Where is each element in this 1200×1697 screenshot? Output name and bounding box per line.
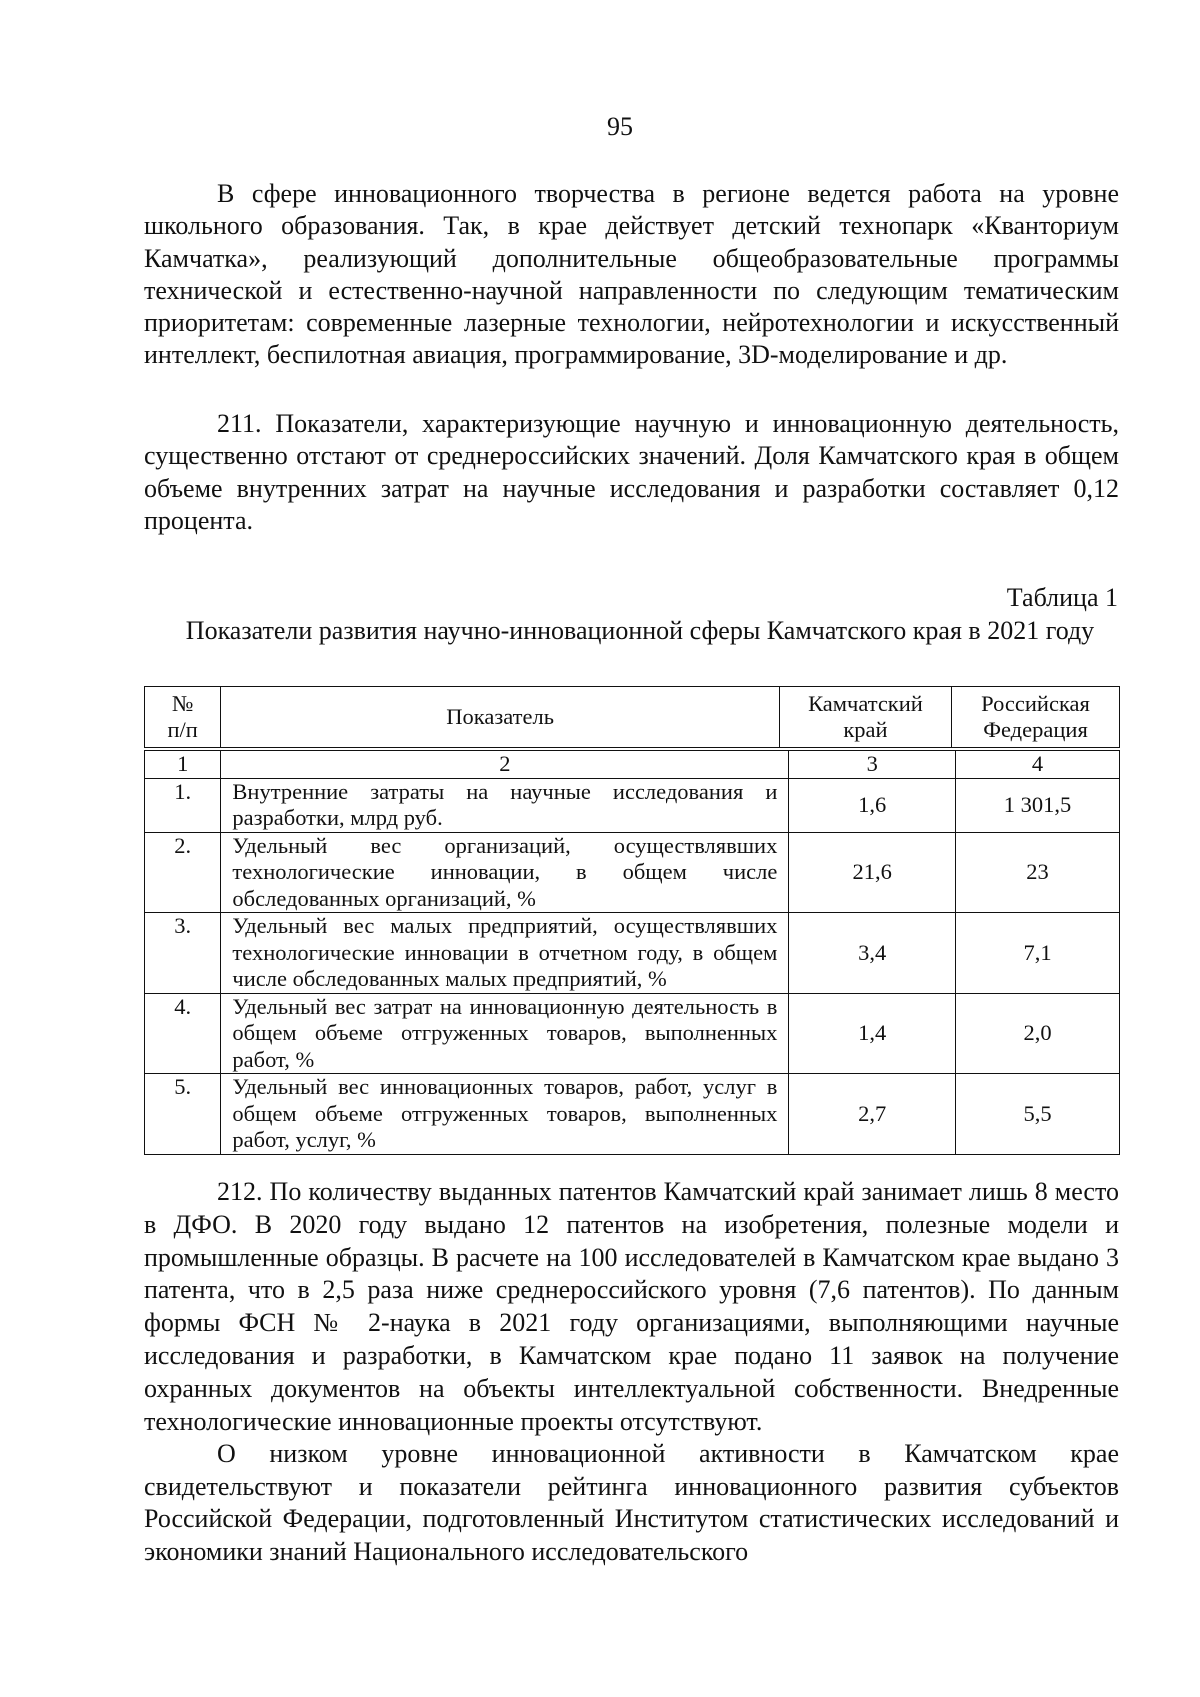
header-russia: Российская Федерация: [952, 687, 1120, 748]
row-kamchatka-value: 2,7: [789, 1074, 956, 1155]
table-row: [145, 832, 1120, 913]
column-number: 4: [956, 751, 1120, 779]
row-russia-value: 5,5: [956, 1074, 1120, 1155]
row-kamchatka-value: 1,6: [789, 778, 956, 832]
row-indicator: Удельный вес организаций, осуществлявших технологические инновации, в общем числе обследованных организаций, %: [221, 832, 789, 913]
column-number: 3: [789, 751, 956, 779]
header-kamchatka: Камчатский край: [779, 687, 951, 748]
row-kamchatka-value: 3,4: [789, 913, 956, 994]
row-number: 4.: [145, 993, 221, 1074]
header-indicator: Показатель: [221, 687, 780, 748]
table-row: [145, 913, 1120, 994]
table-row: [145, 778, 1120, 832]
row-russia-value: 23: [956, 832, 1120, 913]
row-number: 2.: [145, 832, 221, 913]
row-russia-value: 2,0: [956, 993, 1120, 1074]
paragraph-212: 212. По количеству выданных патентов Камчатский край занимает лишь 8 место в ДФО. В 2020 году выдано 12 патентов на изобретения, полезные модели и промышленные образцы. В расчете на 100 исследователей в Камчатском крае выдано 3 патента, что в 2,5 раза ниже среднероссийского уровня (7,6 патентов). По данным формы ФСН № 2-наука в 2021 году организациями, выполняющими научные исследования и разработки, в Камчатском крае подано 11 заявок на получение охранных документов на объекты интеллектуальной собственности. Внедренные технологические инновационные проекты отсутствуют.: [144, 1177, 1119, 1436]
row-number: 1.: [145, 778, 221, 832]
row-indicator: Удельный вес затрат на инновационную деятельность в общем объеме отгруженных товаров, выполненных работ, %: [221, 993, 789, 1074]
table-header: [144, 686, 1120, 748]
table-row: [145, 1074, 1120, 1155]
table-body: [144, 750, 1120, 1155]
paragraph-innovation-rating: О низком уровне инновационной активности в Камчатском крае свидетельствуют и показатели рейтинга инновационного развития субъектов Российской Федерации, подготовленный Институтом статистических исследований и экономики знаний Национального исследовательского: [144, 1439, 1119, 1566]
table-row: [145, 993, 1120, 1074]
row-indicator: Удельный вес малых предприятий, осуществлявших технологические инновации в отчетном году, в общем числе обследованных малых предприятий, %: [221, 913, 789, 994]
paragraph-211: 211. Показатели, характеризующие научную и инновационную деятельность, существенно отстают от среднероссийских значений. Доля Камчатского края в общем объеме внутренних затрат на научные исследования и разработки составляет 0,12 процента.: [144, 409, 1119, 535]
table-caption: Показатели развития научно-инновационной сферы Камчатского края в 2021 году: [185, 616, 1095, 645]
column-number: 2: [221, 751, 789, 779]
row-kamchatka-value: 21,6: [789, 832, 956, 913]
table-label: Таблица 1: [1006, 583, 1118, 612]
header-num: № п/п: [145, 687, 221, 748]
row-kamchatka-value: 1,4: [789, 993, 956, 1074]
row-russia-value: 1 301,5: [956, 778, 1120, 832]
row-indicator: Внутренние затраты на научные исследования и разработки, млрд руб.: [221, 778, 789, 832]
column-number-row: [145, 751, 1120, 779]
table-header-row: [145, 687, 1120, 748]
row-number: 5.: [145, 1074, 221, 1155]
row-indicator: Удельный вес инновационных товаров, работ, услуг в общем объеме отгруженных товаров, выполненных работ, услуг, %: [221, 1074, 789, 1155]
paragraph-innovation-creativity: В сфере инновационного творчества в регионе ведется работа на уровне школьного образования. Так, в крае действует детский технопарк «Кванториум Камчатка», реализующий дополнительные общеобразовательные программы технической и естественно-научной направленности по следующим тематическим приоритетам: современные лазерные технологии, нейротехнологии и искусственный интеллект, беспилотная авиация, программирование, 3D-моделирование и др.: [144, 179, 1119, 370]
page-number: 95: [607, 112, 633, 141]
row-russia-value: 7,1: [956, 913, 1120, 994]
row-number: 3.: [145, 913, 221, 994]
column-number: 1: [145, 751, 221, 779]
